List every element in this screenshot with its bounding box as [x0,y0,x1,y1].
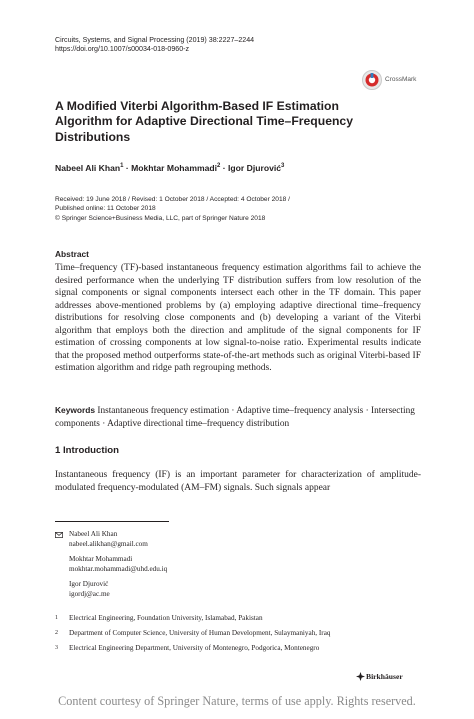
author-affil-num: 2 [217,163,221,170]
author-affil-num: 3 [281,163,285,170]
crossmark-badge[interactable] [362,70,422,92]
affiliation-text: Electrical Engineering Department, University of Montenegro, Podgorica, Montenegro [69,644,320,652]
author-affil-num: 1 [120,163,124,170]
courtesy-footer: Content courtesy of Springer Nature, terms of use apply. Rights reserved. [58,694,416,708]
contact-name: Nabeel Ali Khan [69,530,118,538]
crossmark-label: CrossMark [385,76,417,83]
affiliation-item [55,644,435,654]
dates-line: Published online: 11 October 2018 [55,205,156,213]
journal-header [55,36,254,55]
footnote-rule [55,521,169,522]
affiliation-number: 2 [55,630,58,636]
author-name: Mokhtar Mohammadi [131,163,218,173]
envelope-icon [55,532,63,538]
author-list [55,163,284,173]
affiliation-number: 3 [55,645,58,651]
abstract-heading: Abstract [55,249,89,259]
abstract-text: Time–frequency (TF)-based instantaneous frequency estimation algorithms fail to achieve the desired performance when the underlying TF distribution suffers from low resolution of the signal components or signal components intersect each other in the TF domain. This paper addresses above-mentioned problems by (a) employing adaptive directional time–frequency distributions for resolving close components and (b) developing a variant of the Viterbi algorithm that employs both the direction and amplitude of the signal components for IF estimation of crossing components at low signal-to-noise ratio. Experimental results indicate that the proposed method outperforms state-of-the-art methods such as original Viterbi-based IF estimation algorithm and ridge path regrouping methods. [55,263,421,373]
contact-email[interactable]: mokhtar.mohammadi@uhd.edu.iq [69,564,168,573]
contact-name: Mokhtar Mohammadi [69,555,133,564]
contact-email[interactable]: nabeel.alikhan@gmail.com [69,539,148,548]
publisher-name: Birkhäuser [366,672,403,681]
crossmark-icon [362,70,382,90]
introduction-text: Instantaneous frequency (IF) is an important parameter for characterization of amplitude-modulated frequency-modulated (AM–FM) signals. Such signals appear [55,470,421,493]
affiliation-number: 1 [55,615,58,621]
paper-title: A Modified Viterbi Algorithm-Based IF Estimation Algorithm for Adaptive Directional Time–Frequency Distributions [55,99,353,144]
affiliation-item [55,614,435,624]
section-heading-introduction: 1 Introduction [55,445,119,456]
affiliation-text: Department of Computer Science, University of Human Development, Sulaymaniyah, Iraq [69,629,331,637]
author-separator: · [220,163,229,173]
affiliation-text: Electrical Engineering, Foundation University, Islamabad, Pakistan [69,614,263,622]
keywords-text: Instantaneous frequency estimation · Adaptive time–frequency analysis · Intersecting components · Adaptive directional time–frequency distribution [55,406,415,429]
contact-email[interactable]: igordj@ac.me [69,589,110,598]
author-name: Igor Djurović [228,163,282,173]
publication-dates [55,195,290,223]
journal-citation: Circuits, Systems, and Signal Processing (2019) 38:2227–2244 [55,36,255,44]
author-separator: · [123,163,132,173]
keywords-label: Keywords [55,405,96,415]
author-name: Nabeel Ali Khan [55,163,121,173]
dates-line: Received: 19 June 2018 / Revised: 1 October 2018 / Accepted: 4 October 2018 / [55,196,290,203]
birkhauser-logo-icon [356,672,365,681]
affiliation-item [55,629,435,639]
contact-list [69,530,167,600]
doi-link[interactable]: https://doi.org/10.1007/s00034-018-0960-z [55,45,190,54]
copyright-line: © Springer Science+Business Media, LLC, part of Springer Nature 2018 [55,214,266,222]
keywords [55,404,421,430]
contact-name: Igor Djurović [69,580,109,589]
